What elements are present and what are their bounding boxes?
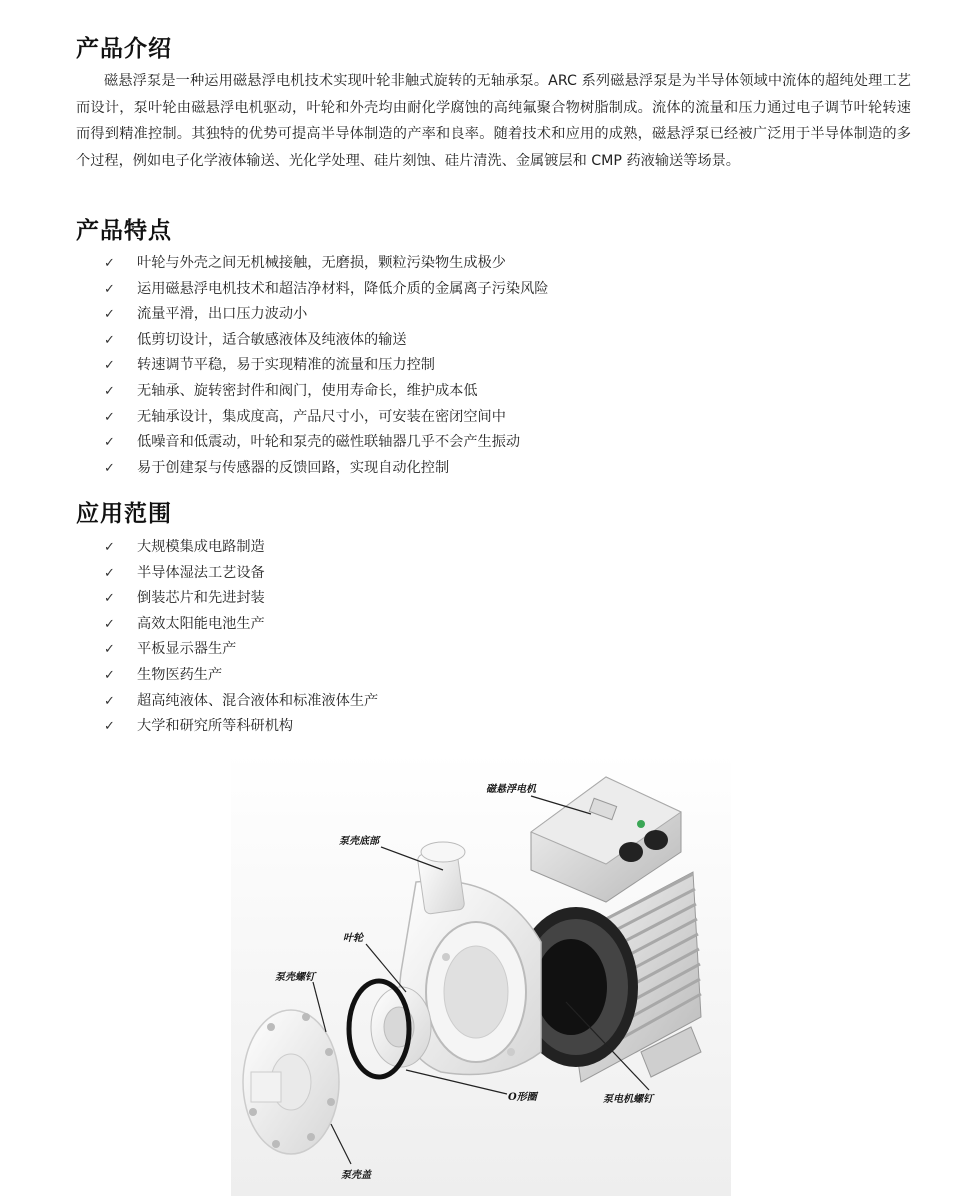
check-icon: ✓ bbox=[104, 642, 115, 658]
check-icon: ✓ bbox=[104, 565, 115, 581]
check-icon: ✓ bbox=[104, 719, 115, 735]
application-text: 大规模集成电路制造 bbox=[137, 539, 265, 555]
feature-text: 低噪音和低震动，叶轮和泵壳的磁性联轴器几乎不会产生振动 bbox=[137, 434, 521, 451]
pump-cover bbox=[243, 1010, 339, 1154]
application-item bbox=[104, 714, 378, 740]
check-icon: ✓ bbox=[104, 383, 115, 399]
application-item bbox=[104, 663, 378, 689]
check-icon: ✓ bbox=[104, 435, 115, 451]
check-icon: ✓ bbox=[104, 307, 115, 323]
applications-list bbox=[104, 535, 378, 740]
application-item bbox=[104, 637, 378, 663]
check-icon: ✓ bbox=[104, 540, 115, 555]
feature-item bbox=[104, 456, 548, 482]
label-motor: 磁悬浮电机 bbox=[486, 784, 536, 795]
label-housing-base: 泵壳底部 bbox=[339, 836, 379, 847]
feature-item bbox=[104, 405, 548, 431]
application-item bbox=[104, 535, 378, 561]
label-motor-screw: 泵电机螺钉 bbox=[603, 1094, 653, 1105]
check-icon: ✓ bbox=[104, 256, 115, 271]
application-text: 生物医药生产 bbox=[137, 666, 223, 683]
check-icon: ✓ bbox=[104, 358, 115, 374]
application-text: 半导体湿法工艺设备 bbox=[137, 564, 265, 581]
feature-item bbox=[104, 302, 548, 328]
pump-illustration bbox=[231, 752, 731, 1196]
check-icon: ✓ bbox=[104, 332, 115, 348]
intro-heading: 产品介绍 bbox=[76, 36, 172, 62]
application-item bbox=[104, 561, 378, 587]
feature-text: 转速调节平稳，易于实现精准的流量和压力控制 bbox=[137, 357, 435, 374]
features-heading: 产品特点 bbox=[76, 218, 172, 244]
application-text: 倒装芯片和先进封装 bbox=[137, 590, 265, 607]
feature-item bbox=[104, 328, 548, 354]
feature-item bbox=[104, 430, 548, 456]
check-icon: ✓ bbox=[104, 616, 115, 632]
application-text: 超高纯液体、混合液体和标准液体生产 bbox=[137, 692, 379, 709]
feature-text: 叶轮与外壳之间无机械接触，无磨损，颗粒污染物生成极少 bbox=[137, 255, 506, 271]
application-text: 高效太阳能电池生产 bbox=[137, 615, 265, 632]
feature-text: 易于创建泵与传感器的反馈回路，实现自动化控制 bbox=[137, 459, 450, 476]
application-text: 平板显示器生产 bbox=[137, 641, 237, 658]
label-impeller: 叶轮 bbox=[343, 933, 363, 944]
check-icon: ✓ bbox=[104, 693, 115, 709]
feature-item bbox=[104, 379, 548, 405]
feature-item bbox=[104, 353, 548, 379]
application-item bbox=[104, 612, 378, 638]
feature-text: 低剪切设计，适合敏感液体及纯液体的输送 bbox=[137, 331, 407, 348]
feature-text: 运用磁悬浮电机技术和超洁净材料，降低介质的金属离子污染风险 bbox=[137, 280, 549, 297]
feature-item bbox=[104, 277, 548, 303]
check-icon: ✓ bbox=[104, 409, 115, 425]
feature-item bbox=[104, 251, 548, 277]
check-icon: ✓ bbox=[104, 281, 115, 297]
feature-text: 无轴承、旋转密封件和阀门，使用寿命长，维护成本低 bbox=[137, 382, 478, 399]
label-housing-cover: 泵壳盖 bbox=[341, 1170, 371, 1181]
intro-paragraph: 磁悬浮泵是一种运用磁悬浮电机技术实现叶轮非触式旋转的无轴承泵。ARC 系列磁悬浮泵是为半导体领域中流体的超纯处理工艺而设计，泵叶轮由磁悬浮电机驱动，叶轮和外壳均由耐化学腐蚀的高纯氟聚合物树脂制成。流体的流量和压力通过电子调节叶轮转速而得到精准控制。其独特的优势可提高半导体制造的产率和良率。随着技术和应用的成熟，磁悬浮泵已经被广泛用于半导体制造的多个过程，例如电子化学液体输送、光化学处理、硅片刻蚀、硅片清洗、金属镀层和 CMP 药液输送等场景。 bbox=[76, 73, 911, 169]
features-list bbox=[104, 251, 548, 481]
pump-exploded-view bbox=[231, 752, 731, 1196]
feature-text: 流量平滑，出口压力波动小 bbox=[137, 306, 308, 323]
label-housing-screw: 泵壳螺钉 bbox=[275, 972, 315, 983]
check-icon: ✓ bbox=[104, 591, 115, 607]
application-text: 大学和研究所等科研机构 bbox=[137, 718, 294, 735]
feature-text: 无轴承设计，集成度高，产品尺寸小，可安装在密闭空间中 bbox=[137, 408, 506, 425]
applications-heading: 应用范围 bbox=[76, 501, 172, 527]
check-icon: ✓ bbox=[104, 667, 115, 683]
application-item bbox=[104, 689, 378, 715]
application-item bbox=[104, 586, 378, 612]
label-o-ring: O形圈 bbox=[508, 1092, 537, 1103]
check-icon: ✓ bbox=[104, 460, 115, 476]
